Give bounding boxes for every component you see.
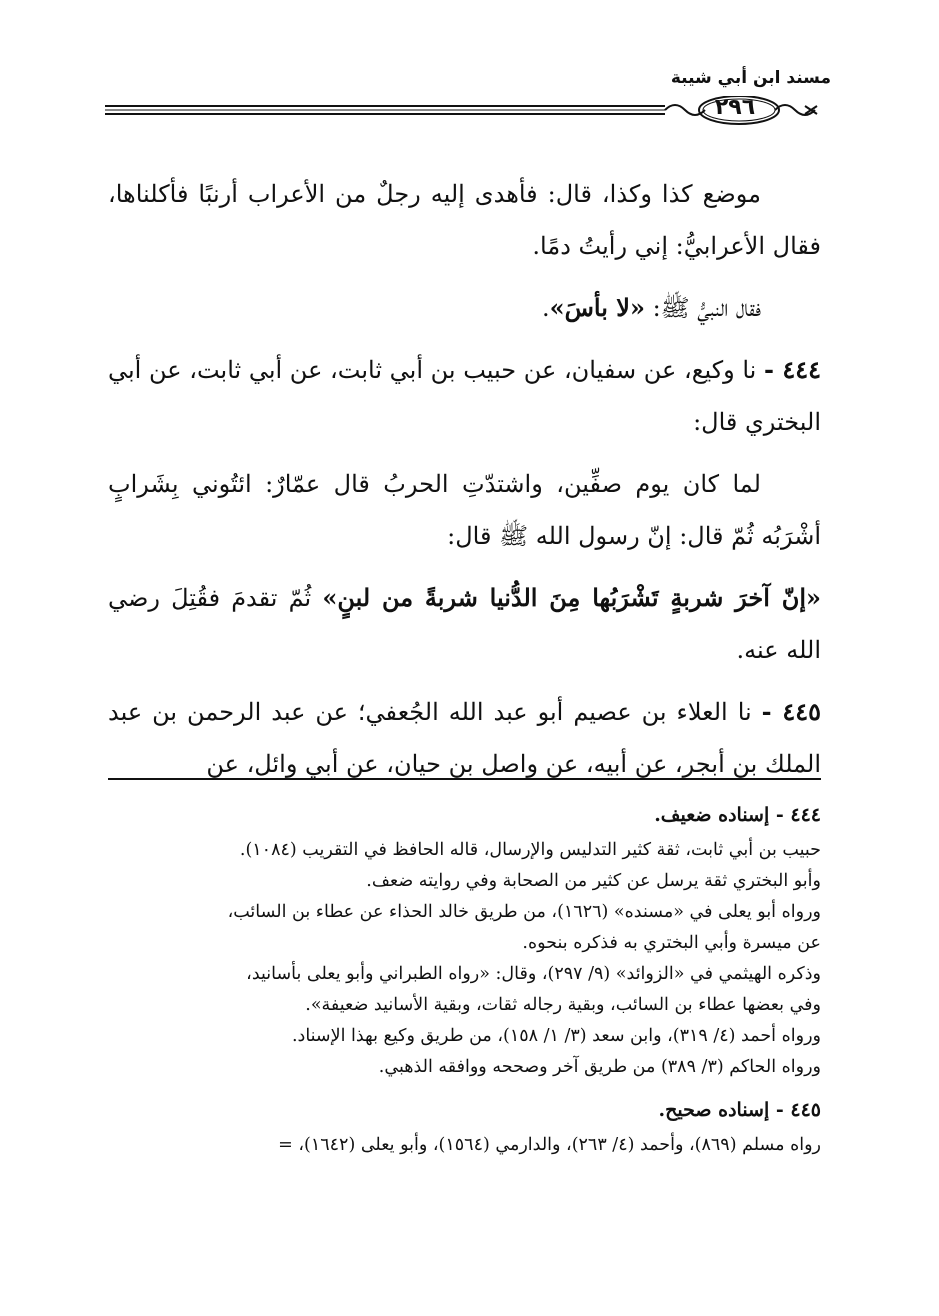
paragraph-text: موضع كذا وكذا، قال: فأهدى إليه رجلٌ من الأعراب أرنبًا فأكلناها، فقال الأعرابيُّ: إني رأيتُ دمًا. (108, 180, 821, 260)
paragraph-text: نا وكيع، عن سفيان، عن حبيب بن أبي ثابت، عن أبي ثابت، عن أبي البختري قال: (108, 356, 821, 436)
hadith-number: ٤٤٤ - (764, 355, 821, 384)
hadith-number: ٤٤٥ - (761, 697, 821, 726)
footnote-line: عن ميسرة وأبي البختري به فذكره بنحوه. (522, 933, 821, 953)
footnote-line: ورواه الحاكم (٣/ ٣٨٩) من طريق آخر وصححه ووافقه الذهبي. (378, 1057, 821, 1077)
footnote-heading: ٤٤٥ - إسناده صحيح. (658, 1099, 821, 1121)
footnote-line: وذكره الهيثمي في «الزوائد» (٩/ ٢٩٧)، وقال: «رواه الطبراني وأبو يعلى بأسانيد، (246, 964, 821, 984)
paragraph-text: . (541, 294, 550, 322)
page-number: ٢٩٦ (714, 94, 756, 120)
paragraph-text: ثُمّ تقدمَ فقُتِلَ رضي الله عنه. (108, 584, 821, 664)
quoted-hadith: «لا بأسَ» (549, 293, 645, 322)
footnote-divider (108, 778, 821, 780)
paragraph (108, 344, 821, 448)
paragraph (108, 686, 821, 790)
main-text (108, 168, 821, 800)
paragraph (108, 458, 821, 562)
footnotes (108, 800, 821, 1161)
paragraph (108, 282, 821, 334)
footnote-line: حبيب بن أبي ثابت، ثقة كثير التدليس والإرسال، قاله الحافظ في التقريب (١٠٨٤). (239, 840, 821, 860)
footnote-line: وأبو البختري ثقة يرسل عن كثير من الصحابة وفي روايته ضعف. (366, 871, 821, 891)
paragraph-text: لما كان يوم صفِّين، واشتدّتِ الحربُ قال عمّارٌ: ائتُوني بِشَرابٍ أشْرَبُه ثُمّ قال: إنّ رسول الله ﷺ قال: (108, 470, 821, 550)
footnote-heading: ٤٤٤ - إسناده ضعيف. (654, 804, 821, 826)
paragraph-text: فقال النبيُّ ﷺ: (644, 294, 761, 322)
footnote-line: وفي بعضها عطاء بن السائب، وبقية رجاله ثقات، وبقية الأسانيد ضعيفة». (305, 995, 821, 1015)
footnote-line: ورواه أبو يعلى في «مسنده» (١٦٢٦)، من طريق خالد الحذاء عن عطاء بن السائب، (227, 902, 821, 922)
quoted-hadith: «إنّ آخرَ شربةٍ تَشْرَبُها مِنَ الدُّنيا شربةً من لبنٍ» (322, 583, 822, 612)
footnote-line: رواه مسلم (٨٦٩)، وأحمد (٤/ ٢٦٣)، والدارمي (١٥٦٤)، وأبو يعلى (١٦٤٢)، = (278, 1135, 821, 1155)
paragraph (108, 168, 821, 272)
running-header-title: مسند ابن أبي شيبة (670, 68, 831, 88)
paragraph (108, 572, 821, 676)
paragraph-text: نا العلاء بن عصيم أبو عبد الله الجُعفي؛ عن عبد الرحمن بن عبد الملك بن أبجر، عن أبيه، عن واصل بن حيان، عن أبي وائل، عن (108, 698, 821, 778)
footnote-line: ورواه أحمد (٤/ ٣١٩)، وابن سعد (٣/ ١/ ١٥٨)، من طريق وكيع بهذا الإسناد. (291, 1026, 821, 1046)
